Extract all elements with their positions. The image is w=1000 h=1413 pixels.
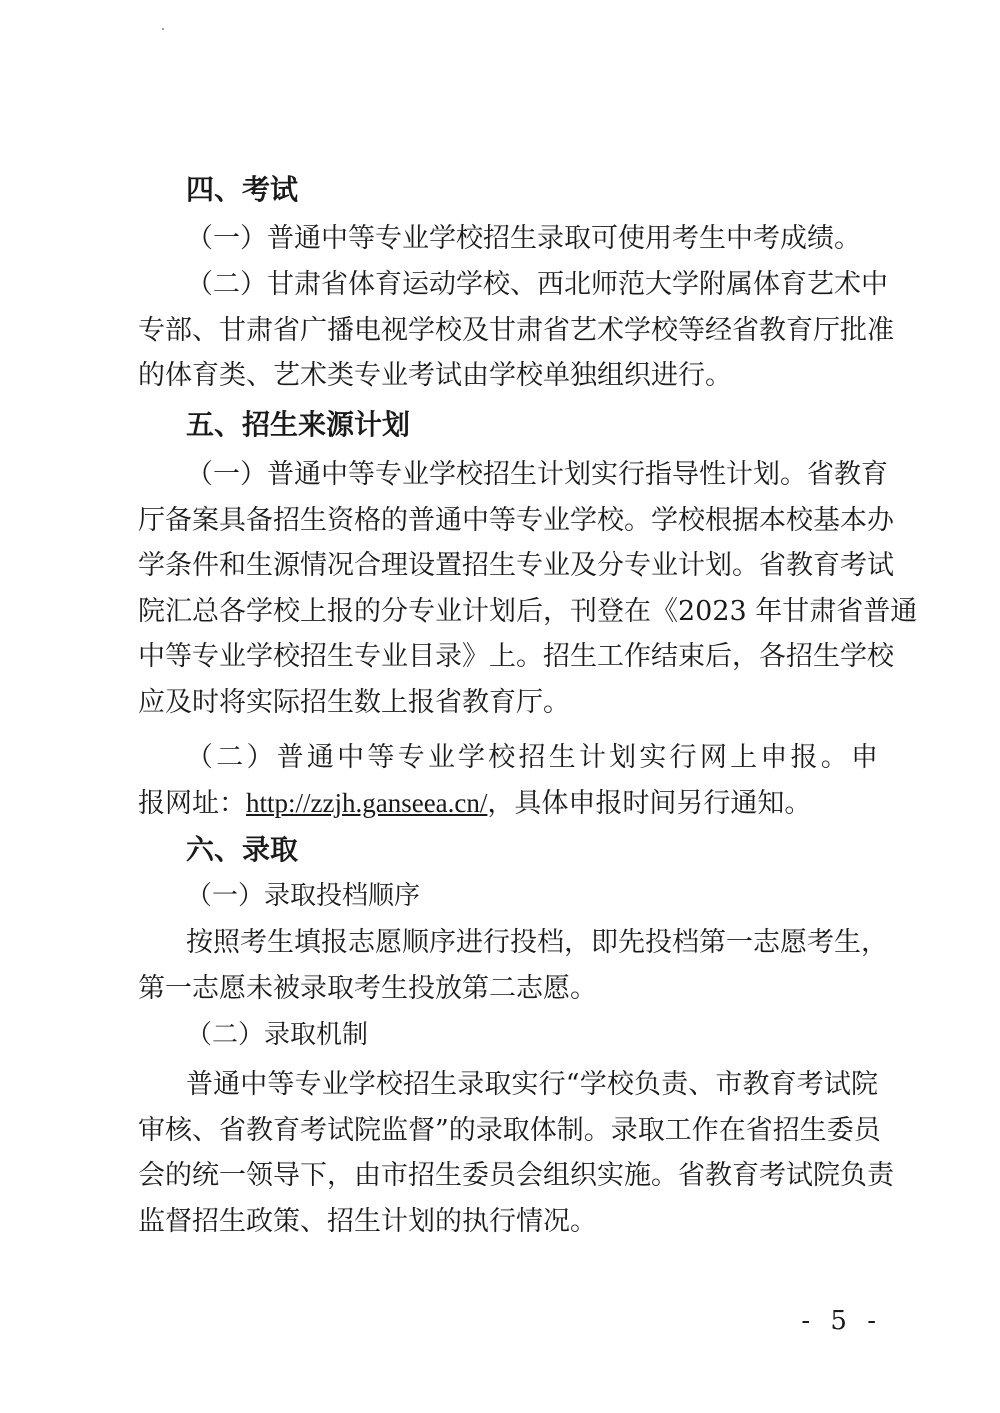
section6-heading: 六、录取 (186, 833, 299, 866)
text-line: 专部、甘肃省广播电视学校及甘肃省艺术学校等经省教育厅批准 (138, 314, 894, 346)
text-line: 学条件和生源情况合理设置招生专业及分专业计划。省教育考试 (138, 550, 894, 582)
text-line: 院汇总各学校上报的分专业计划后，刊登在《2023 年甘肃省普通 (138, 595, 918, 627)
section6-sub2-paragraph (138, 1062, 894, 1244)
page-number: - 5 - (801, 1306, 882, 1336)
section6-sub1-heading: （一）录取投档顺序 (186, 881, 421, 911)
text-line: 普通中等专业学校招生录取实行“学校负责、市教育考试院 (186, 1069, 878, 1100)
text-line: 监督招生政策、招生计划的执行情况。 (138, 1205, 597, 1237)
text-line: 会的统一领导下，由市招生委员会组织实施。省教育考试院负责 (138, 1160, 894, 1192)
text-line (138, 781, 878, 827)
section5-paragraph-1 (138, 452, 918, 726)
text-line: 中等专业学校招生专业目录》上。招生工作结束后，各招生学校 (138, 641, 894, 673)
section6-sub2-heading: （二）录取机制 (186, 1020, 369, 1050)
text-line: （二）甘肃省体育运动学校、西北师范大学附属体育艺术中 (186, 269, 888, 300)
section6-sub1-paragraph (138, 920, 888, 1011)
text-line: 审核、省教育考试院监督”的录取体制。录取工作在省招生委员 (138, 1114, 881, 1146)
url-label: 报网址： (138, 787, 246, 819)
text-line: （一）普通中等专业学校招生计划实行指导性计划。省教育 (186, 459, 888, 490)
text-line: （二）普通中等专业学校招生计划实行网上申报。申 (186, 742, 878, 773)
text-line: 厅备案具备招生资格的普通中等专业学校。学校根据本校基本办 (138, 504, 894, 536)
section4-paragraph-2 (138, 262, 894, 399)
text-line: 按照考生填报志愿顺序进行投档，即先投档第一志愿考生， (186, 927, 888, 958)
section5-paragraph-2 (138, 735, 878, 826)
url-suffix: ，具体申报时间另行通知。 (487, 787, 812, 819)
section4-paragraph-1 (138, 216, 878, 262)
text-line: 第一志愿未被录取考生投放第二志愿。 (138, 972, 597, 1004)
scan-speck (162, 28, 164, 30)
text-line: 的体育类、艺术类专业考试由学校单独组织进行。 (138, 360, 732, 392)
section4-heading: 四、考试 (186, 173, 299, 206)
text-line: （一）普通中等专业学校招生录取可使用考生中考成绩。 (186, 223, 861, 254)
registration-url-link[interactable]: http://zzjh.ganseea.cn/ (246, 787, 488, 818)
text-line: 应及时将实际招生数上报省教育厅。 (138, 686, 570, 718)
section5-heading: 五、招生来源计划 (186, 408, 411, 441)
